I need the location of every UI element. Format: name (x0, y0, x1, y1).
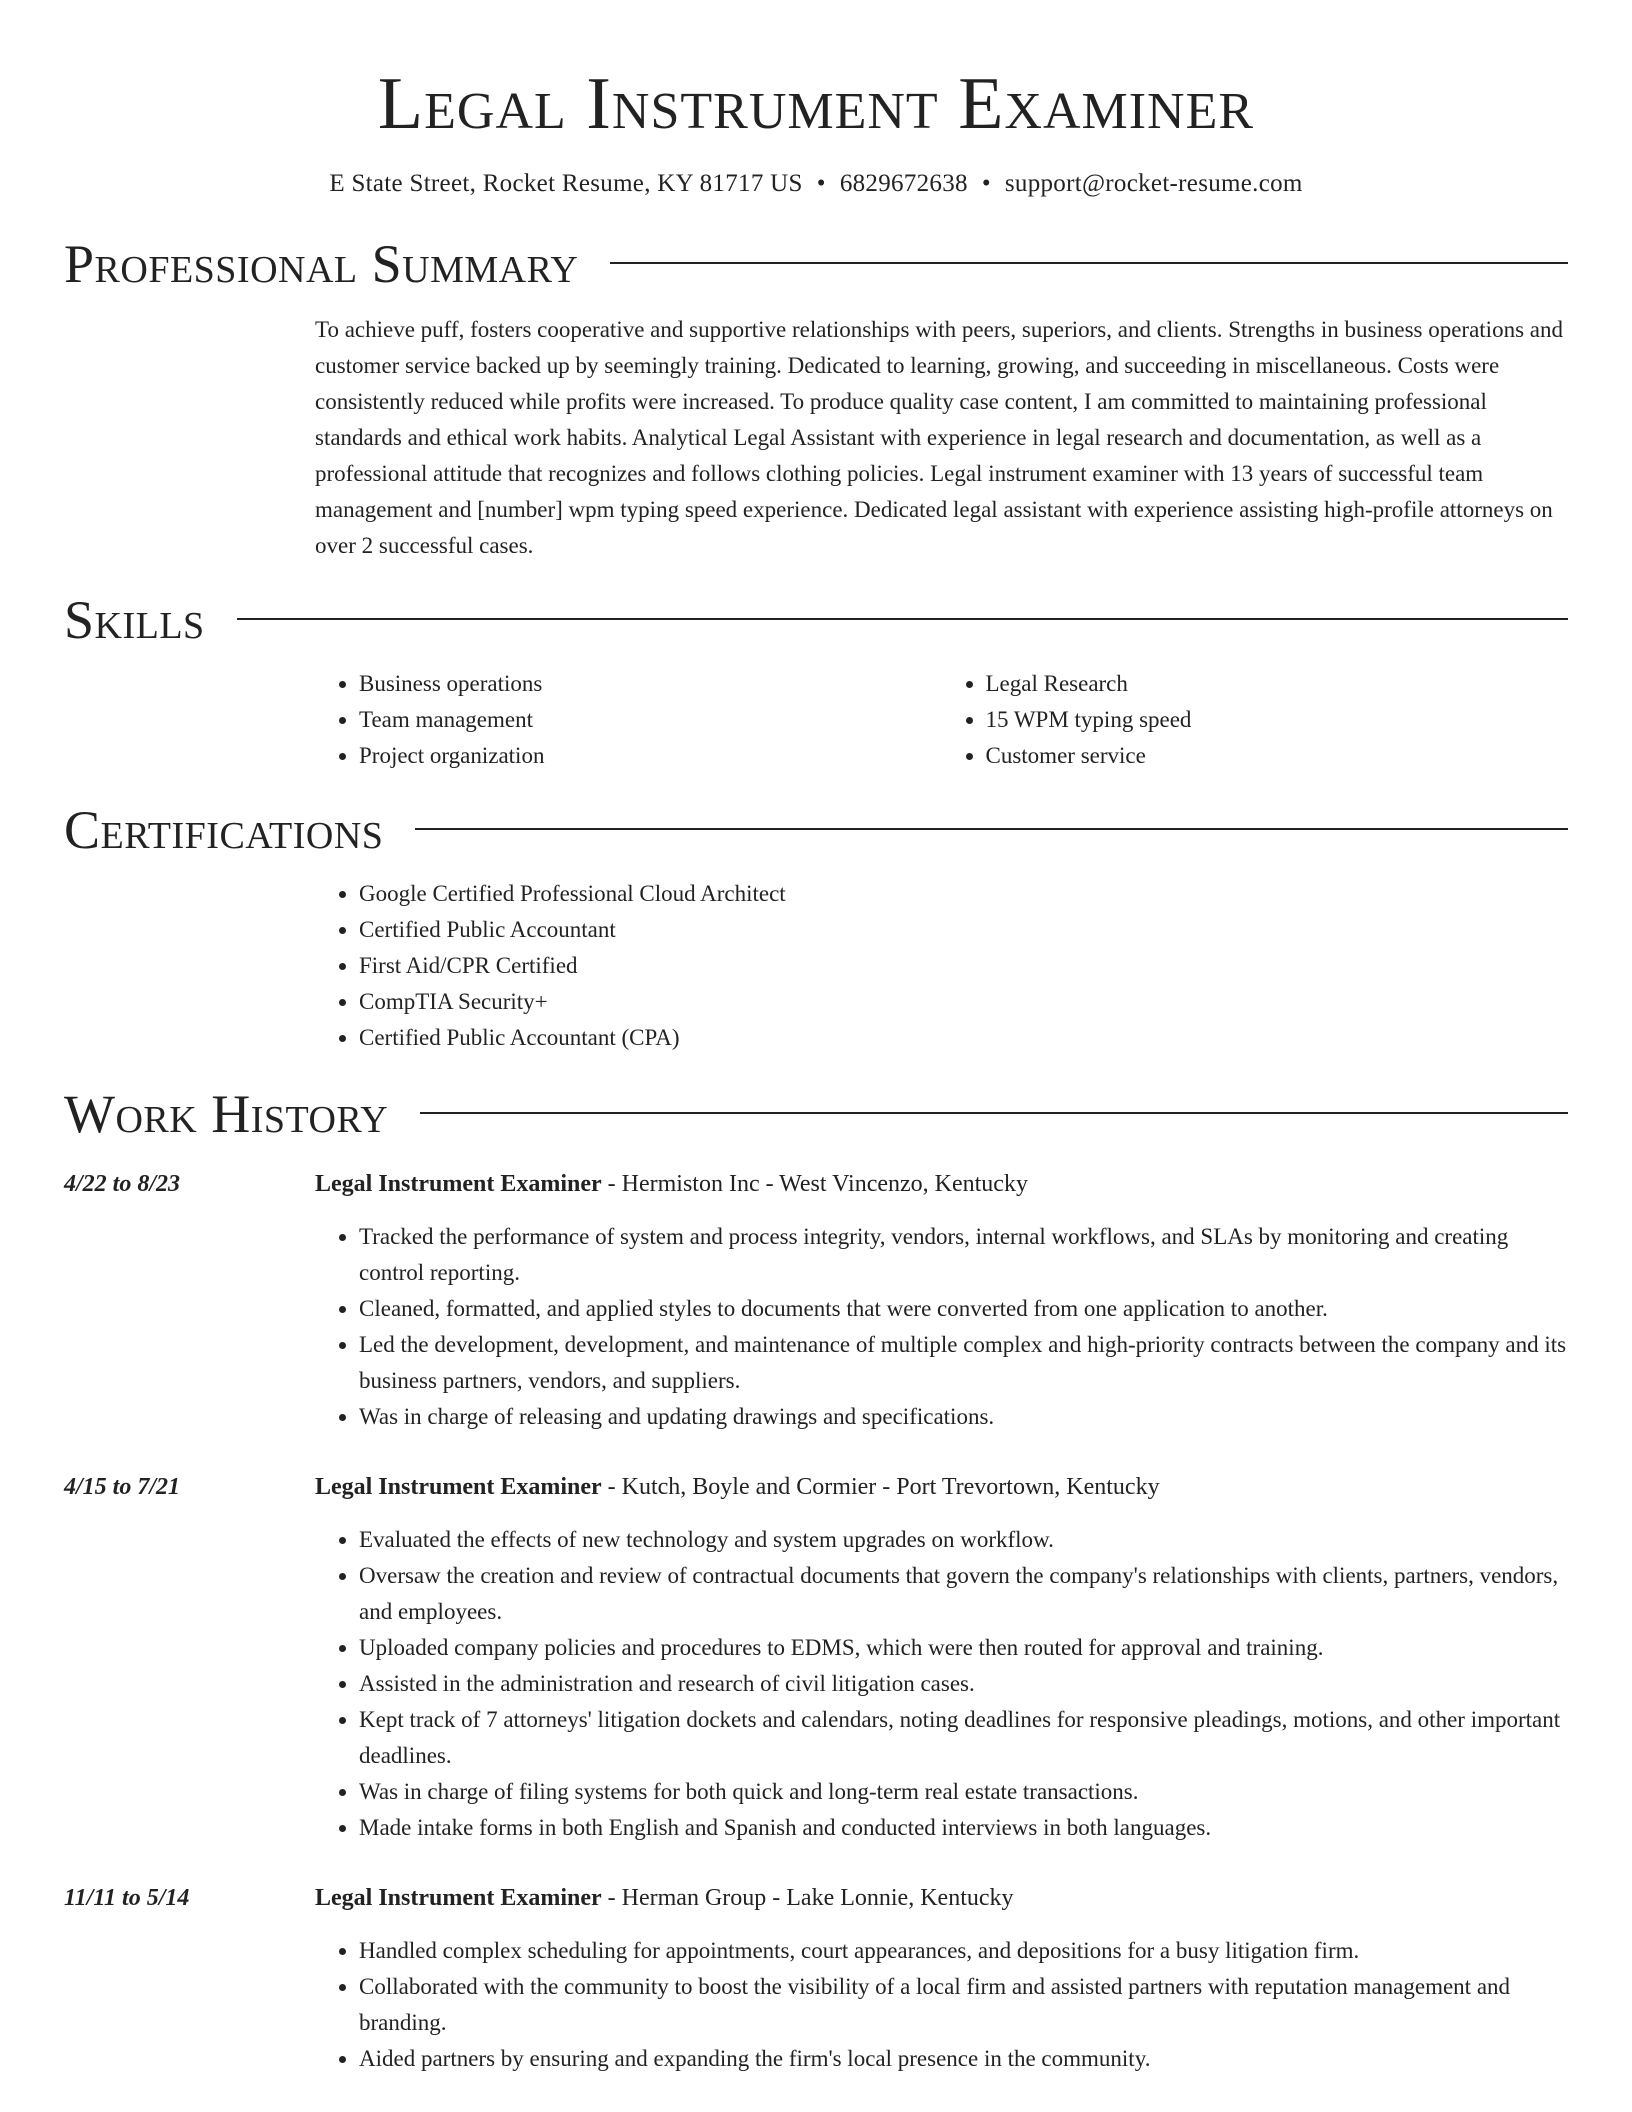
job-bullet: • Uploaded company policies and procedures to EDMS, which were then routed for approval and training. (359, 1630, 1568, 1666)
job-title: Legal Instrument Examiner (315, 1885, 602, 1911)
job-entry (64, 1469, 1568, 1846)
job-bullet: • Led the development, development, and maintenance of multiple complex and high-priority contracts between the company and its business partners, vendors, and suppliers. (359, 1327, 1568, 1399)
job-bullets (315, 1219, 1568, 1435)
job-bullet: • Kept track of 7 attorneys' litigation dockets and calendars, noting deadlines for responsive pleadings, motions, and other important deadlines. (359, 1702, 1568, 1774)
summary-section (64, 234, 1568, 564)
job-dates: 11/11 to 5/14 (64, 1885, 190, 1911)
job-dates: 4/15 to 7/21 (64, 1474, 181, 1500)
skills-header (64, 590, 1568, 650)
job-bullet: • Was in charge of releasing and updating drawings and specifications. (359, 1399, 1568, 1435)
job-bullet: • Made intake forms in both English and Spanish and conducted interviews in both languages. (359, 1810, 1568, 1846)
skills-column-left (315, 666, 942, 774)
candidate-name: Legal Instrument Examiner (377, 63, 1255, 145)
job-details: - Hermiston Inc - West Vincenzo, Kentucky (601, 1171, 1028, 1197)
section-divider (237, 618, 1568, 620)
certification-item: • Certified Public Accountant (359, 912, 1568, 948)
job-entry (64, 1166, 1568, 1435)
job-heading (315, 1166, 1028, 1202)
certification-item: • First Aid/CPR Certified (359, 948, 1568, 984)
contact-separator: • (816, 170, 826, 197)
work-history-section (64, 1084, 1568, 2077)
job-header (64, 1880, 1568, 1916)
job-bullet: • Cleaned, formatted, and applied styles to documents that were converted from one application to another. (359, 1291, 1568, 1327)
job-title: Legal Instrument Examiner (315, 1171, 602, 1197)
job-dates: 4/22 to 8/23 (64, 1171, 181, 1197)
job-bullet: • Was in charge of filing systems for both quick and long-term real estate transactions. (359, 1774, 1568, 1810)
section-divider (415, 828, 1568, 830)
job-bullets (315, 1522, 1568, 1846)
skill-item: • Business operations (359, 666, 942, 702)
job-details: - Kutch, Boyle and Cormier - Port Trevortown, Kentucky (601, 1474, 1160, 1500)
job-header (64, 1166, 1568, 1202)
certification-item: • CompTIA Security+ (359, 984, 1568, 1020)
job-heading (315, 1469, 1160, 1505)
summary-text: To achieve puff, fosters cooperative and supportive relationships with peers, superiors, and clients. Strengths in business operations and customer service backed up by seemingly training. Dedicated to learning, growing, and succeeding in miscellaneous. Costs were consistently reduced while profits were increased. To produce quality case content, I am committed to maintaining professional standards and ethical work habits. Analytical Legal Assistant with experience in legal research and documentation, as well as a professional attitude that recognizes and follows clothing policies. Legal instrument examiner with 13 years of successful team management and [number] wpm typing speed experience. Dedicated legal assistant with experience assisting high-profile attorneys on over 2 successful cases. (315, 317, 1563, 558)
summary-title: Professional Summary (64, 234, 579, 294)
job-bullet: • Assisted in the administration and research of civil litigation cases. (359, 1666, 1568, 1702)
summary-content (315, 312, 1568, 564)
skill-item: • Customer service (986, 738, 1569, 774)
job-bullets (315, 1933, 1568, 2077)
job-bullet: • Evaluated the effects of new technology and system upgrades on workflow. (359, 1522, 1568, 1558)
certification-item: • Certified Public Accountant (CPA) (359, 1020, 1568, 1056)
certifications-section (64, 800, 1568, 1056)
skills-title: Skills (64, 590, 205, 650)
job-bullet: • Collaborated with the community to boost the visibility of a local firm and assisted partners with reputation management and branding. (359, 1969, 1568, 2041)
skill-item: • Legal Research (986, 666, 1569, 702)
certification-item: • Google Certified Professional Cloud Architect (359, 876, 1568, 912)
work-history-header (64, 1084, 1568, 1144)
resume-page (64, 0, 1568, 2077)
skill-item: • Project organization (359, 738, 942, 774)
contact-line (64, 168, 1568, 200)
section-divider (420, 1112, 1568, 1114)
section-divider (610, 262, 1568, 264)
certifications-title: Certifications (64, 800, 384, 860)
job-header (64, 1469, 1568, 1505)
contact-address: E State Street, Rocket Resume, KY 81717 US (329, 170, 803, 197)
job-bullet: • Oversaw the creation and review of contractual documents that govern the company's relationships with clients, partners, vendors, and employees. (359, 1558, 1568, 1630)
skills-column-right (942, 666, 1569, 774)
job-bullet: • Aided partners by ensuring and expanding the firm's local presence in the community. (359, 2041, 1568, 2077)
skills-list (315, 666, 1568, 774)
certifications-header (64, 800, 1568, 860)
job-bullet: • Handled complex scheduling for appointments, court appearances, and depositions for a busy litigation firm. (359, 1933, 1568, 1969)
skill-item: • 15 WPM typing speed (986, 702, 1569, 738)
job-details: - Herman Group - Lake Lonnie, Kentucky (601, 1885, 1014, 1911)
contact-separator: • (981, 170, 991, 197)
certifications-list (315, 876, 1568, 1056)
job-title: Legal Instrument Examiner (315, 1474, 602, 1500)
skill-item: • Team management (359, 702, 942, 738)
job-bullet: • Tracked the performance of system and process integrity, vendors, internal workflows, and SLAs by monitoring and creating control reporting. (359, 1219, 1568, 1291)
job-entry (64, 1880, 1568, 2077)
contact-phone: 6829672638 (839, 170, 968, 197)
summary-header (64, 234, 1568, 294)
job-heading (315, 1880, 1014, 1916)
skills-section (64, 590, 1568, 774)
contact-email: support@rocket-resume.com (1004, 170, 1303, 197)
work-history-title: Work History (64, 1084, 389, 1144)
